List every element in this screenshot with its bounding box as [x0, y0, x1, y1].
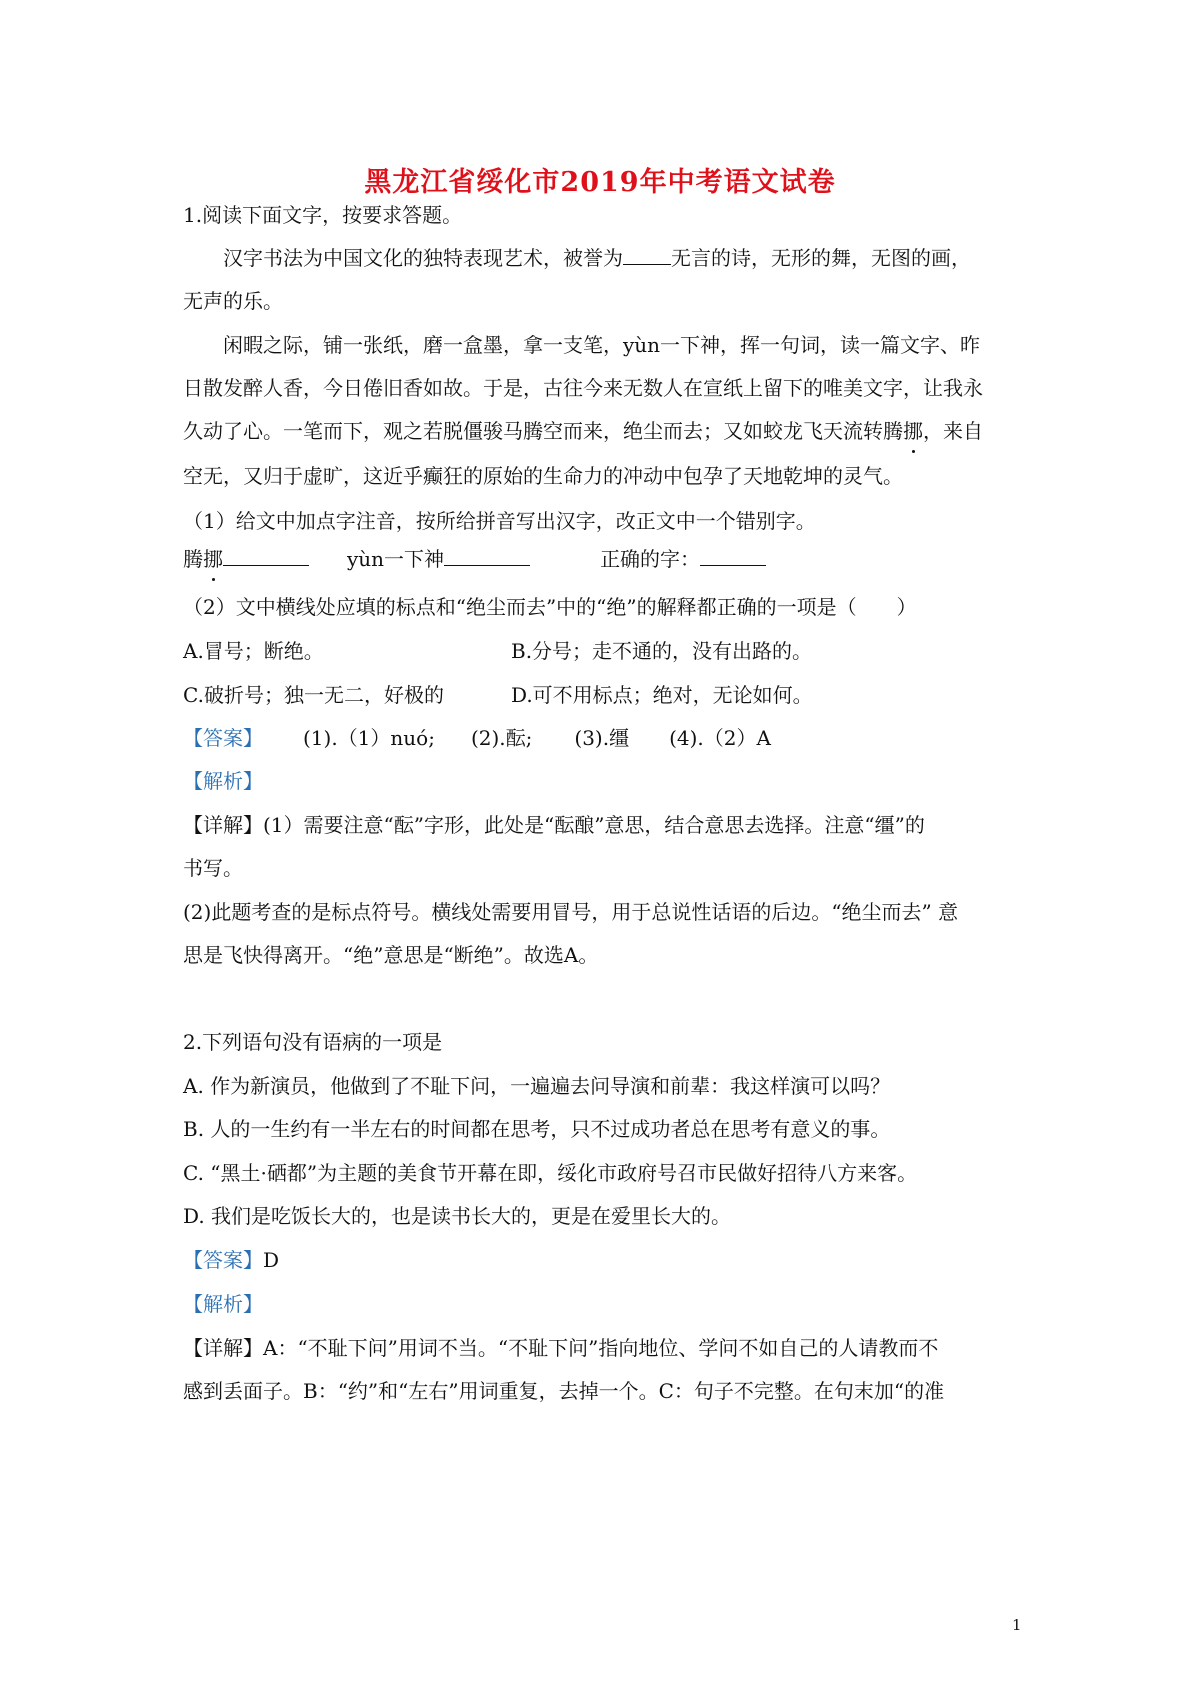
q1-paragraph-2-line-2: 日散发醉人香，今日倦旧香如故。于是，古往今来无数人在宣纸上留下的唯美文字，让我永 [183, 376, 983, 400]
q1-option-d: D.可不用标点；绝对，无论如何。 [511, 683, 813, 707]
detail-text: A：“不耻下问”用词不当。“不耻下问”指向地位、学问不如自己的人请教而不 [263, 1336, 939, 1360]
q1-p2-l3-text-a: 久动了心。一笔而下，观之若脱僵骏马腾空而来，绝尘而去；又如蛟龙飞天流转腾 [183, 419, 903, 443]
blank-label-tengnuo: 腾挪 [183, 547, 223, 571]
answer-value: D [263, 1248, 280, 1272]
q2-option-d: D. 我们是吃饭长大的，也是读书长大的，更是在爱里长大的。 [183, 1204, 732, 1228]
page-title: 黑龙江省绥化市2019年中考语文试卷 [364, 167, 836, 198]
q1-option-c: C.破折号；独一无二，好极的 [183, 683, 444, 707]
q2-option-b: B. 人的一生约有一半左右的时间都在思考，只不过成功者总在思考有意义的事。 [183, 1117, 891, 1141]
q2-option-a: A. 作为新演员，他做到了不耻下问，一遍遍去问导演和前辈：我这样演可以吗？ [183, 1074, 891, 1098]
analysis-label: 【解析】 [183, 1292, 263, 1316]
q1-answer [183, 723, 1023, 753]
q1-subquestion-1: （1）给文中加点字注音，按所给拼音写出汉字，改正文中一个错别字。 [183, 509, 816, 533]
detail-text: (1）需要注意“酝”字形，此处是“酝酿”意思，结合意思去选择。注意“缰”的 [263, 813, 925, 837]
q1-option-b: B.分号；走不通的，没有出路的。 [511, 639, 813, 663]
fill-blank [623, 246, 671, 265]
answer-label: 【答案】 [183, 1248, 263, 1272]
q2-answer [183, 1245, 1023, 1275]
answer-part-3: (3).缰 [574, 726, 630, 750]
blank-label-yun: yùn一下神 [347, 547, 445, 571]
blank-label-correct-char: 正确的字： [600, 547, 701, 571]
q1-detail-line-2: 书写。 [183, 856, 243, 880]
fill-blank [700, 547, 766, 566]
q2-detail-line-1 [183, 1333, 1023, 1363]
q1-p1-text-a: 汉字书法为中国文化的独特表现艺术，被誉为 [223, 246, 623, 270]
q1-detail-line-1 [183, 810, 1023, 840]
q2-detail-line-2: 感到丢面子。B：“约”和“左右”用词重复，去掉一个。C：句子不完整。在句末加“的准 [183, 1379, 945, 1403]
q1-paragraph-1-line-2: 无声的乐。 [183, 289, 283, 313]
q1-detail-line-3: (2)此题考查的是标点符号。横线处需要用冒号，用于总说性话语的后边。“绝尘而去” 意 [183, 900, 959, 924]
page-number: 1 [1012, 1616, 1022, 1634]
detail-label: 【详解】 [183, 1336, 263, 1360]
q1-paragraph-1-line-1 [223, 243, 1063, 273]
fill-blank [444, 547, 530, 566]
q1-prompt: 1.阅读下面文字，按要求答题。 [183, 203, 463, 227]
answer-label: 【答案】 [183, 726, 263, 750]
q1-p2-l3-text-b: ，来自 [923, 419, 983, 443]
answer-part-2: (2).酝; [470, 726, 533, 750]
q1-option-a: A.冒号；断绝。 [183, 639, 324, 663]
q2-prompt: 2.下列语句没有语病的一项是 [183, 1030, 443, 1054]
q1-paragraph-2-line-1: 闲暇之际，铺一张纸，磨一盒墨，拿一支笔，yùn一下神，挥一句词，读一篇文字、昨 [223, 333, 981, 357]
fill-blank [223, 547, 309, 566]
detail-label: 【详解】 [183, 813, 263, 837]
q1-paragraph-2-line-4: 空无，又归于虚旷，这近乎癫狂的原始的生命力的冲动中包孕了天地乾坤的灵气。 [183, 464, 903, 488]
answer-part-1: (1).（1）nuó; [303, 726, 435, 750]
answer-part-4: (4).（2）A [669, 726, 771, 750]
q1-paragraph-2-line-3 [183, 416, 1023, 446]
dotted-character: 挪 [903, 416, 923, 446]
analysis-label: 【解析】 [183, 769, 263, 793]
q1-subquestion-2: （2）文中横线处应填的标点和“绝尘而去”中的“绝”的解释都正确的一项是（ ） [183, 595, 917, 619]
q2-option-c: C. “黑土·硒都”为主题的美食节开幕在即，绥化市政府号召市民做好招待八方来客。 [183, 1161, 918, 1185]
q1-detail-line-4: 思是飞快得离开。“绝”意思是“断绝”。故选A。 [183, 943, 599, 967]
q1-p1-text-b: 无言的诗，无形的舞，无图的画， [671, 246, 971, 270]
q1-subquestion-1-blanks [183, 544, 1023, 574]
